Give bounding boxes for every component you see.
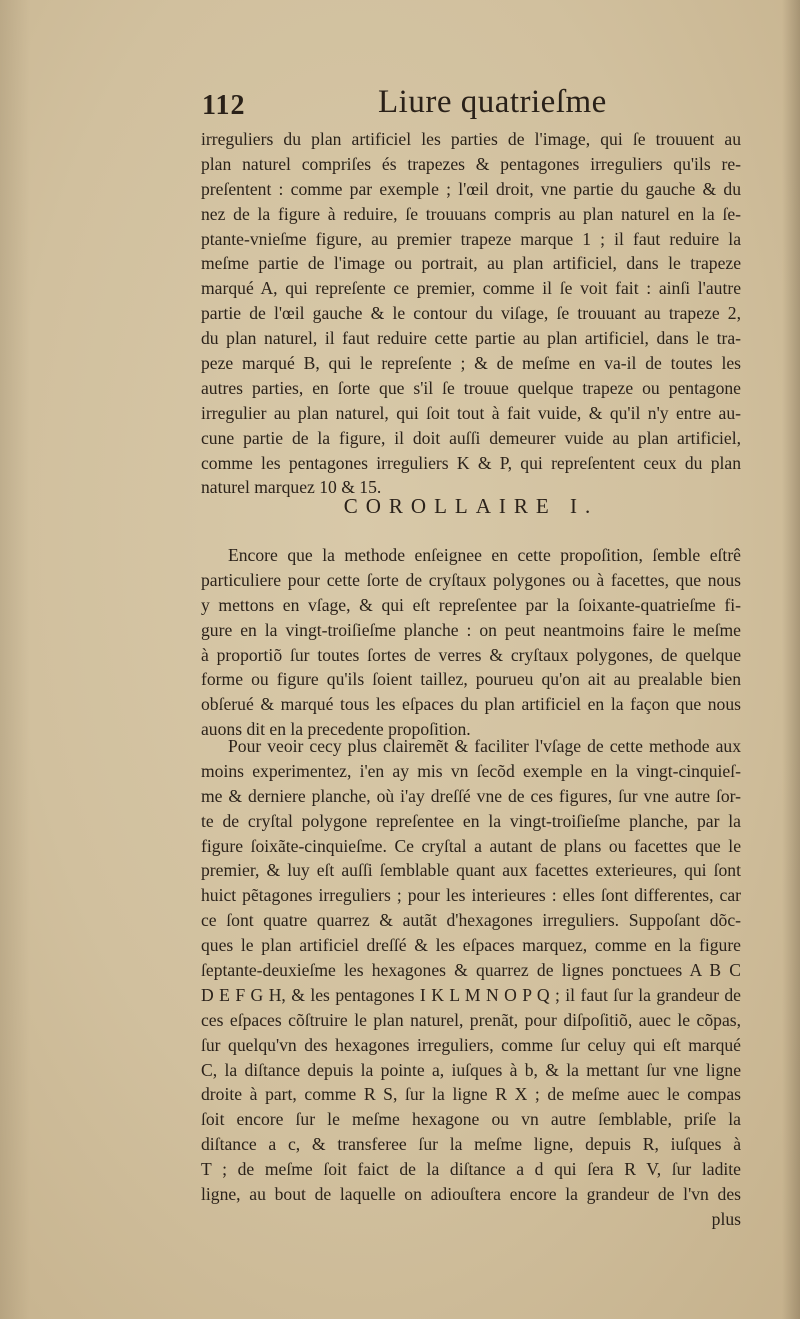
text-line: te de cryſtal polygone repreſentee en la vingt-troiſieſme planche, par la xyxy=(201,810,741,831)
text-line: figure ſoixãte-cinquieſme. Ce cryſtal a autant de plans ou facettes que le xyxy=(201,835,741,856)
section-heading: COROLLAIRE I. xyxy=(343,494,599,518)
text-line: me & derniere planche, où i'ay dreſſé vne de ces figures, ſur vne autre ſor- xyxy=(201,785,741,806)
text-line: peze marqué B, qui le repreſente ; & de meſme en va-il de toutes les xyxy=(201,353,741,374)
text-line: y mettons en vſage, & qui eſt repreſentee par la ſoixante-quatrieſme fi- xyxy=(201,594,741,615)
text-line: diſtance a c, & transferee ſur la meſme ligne, depuis R, iuſques à xyxy=(201,1134,741,1155)
book-title: Liure quatrieſme xyxy=(378,84,607,120)
paragraph-corollary xyxy=(201,543,741,742)
text-line: droite à part, comme R S, ſur la ligne R X ; de meſme auec le compas xyxy=(201,1084,741,1105)
text-line: irreguliers du plan artificiel les parties de l'image, qui ſe trouuent au xyxy=(201,129,741,149)
text-line: premier, & luy eſt auſſi ſemblable quant aux facettes exterieures, qui ſont xyxy=(201,860,741,881)
text-line: ſur quelqu'vn des hexagones irreguliers, comme ſur celuy qui eſt marqué xyxy=(201,1034,741,1055)
text-line: irregulier au plan naturel, qui ſoit tout à fait vuide, & qu'il n'y entre au- xyxy=(201,402,741,423)
text-line: obſerué & marqué tous les eſpaces du plan artificiel en la façon que nous xyxy=(201,694,741,715)
text-line: ſoit encore ſur le meſme hexagone ou vn autre ſemblable, priſe la xyxy=(201,1109,741,1130)
text-line: partie de l'œil gauche & le contour du viſage, ſe trouuant au trapeze 2, xyxy=(201,303,741,324)
text-line: Pour veoir cecy plus clairemẽt & faciliter l'vſage de cette methode aux xyxy=(228,736,741,756)
text-line: Encore que la methode enſeignee en cette propoſition, ſemble eſtrê xyxy=(228,545,741,565)
text-line: meſme partie de l'image ou portrait, au plan artificiel, dans le trapeze xyxy=(201,253,741,274)
text-line: huict pẽtagones irreguliers ; pour les interieures : elles ſont differentes, car xyxy=(201,885,741,906)
page-edge-shadow-left xyxy=(0,0,30,1319)
text-line: ce ſont quatre quarrez & autãt d'hexagones irreguliers. Suppoſant dõc- xyxy=(201,910,741,931)
text-line: auons dit en la precedente propoſition. xyxy=(201,719,471,740)
text-line: ces eſpaces cõſtruire le plan naturel, prenãt, pour diſpoſitiõ, auec le cõpas, xyxy=(201,1009,741,1030)
text-line: C, la diſtance depuis la pointe a, iuſques à b, & la mettant ſur vne ligne xyxy=(201,1059,741,1080)
text-line: du plan naturel, il faut reduire cette partie au plan artificiel, dans le tra- xyxy=(201,328,741,349)
text-line: nez de la figure à reduire, ſe trouuans compris au plan naturel en la ſe- xyxy=(201,203,741,224)
text-line: ptante-vnieſme figure, au premier trapeze marque 1 ; il faut reduire la xyxy=(201,228,741,249)
page-edge-shadow-right xyxy=(782,0,800,1319)
running-head xyxy=(200,84,740,132)
text-line: à proportiõ ſur toutes ſortes de verres & cryſtaux polygones, de quelque xyxy=(201,644,741,665)
text-line: D E F G H, & les pentagones I K L M N O P Q ; il faut ſur la grandeur de xyxy=(201,984,741,1005)
page-number: 112 xyxy=(202,90,246,121)
text-line: comme les pentagones irreguliers K & P, qui repreſentent ceux du plan xyxy=(201,452,741,473)
text-line: particuliere pour cette ſorte de cryſtaux polygones ou à facettes, que nous xyxy=(201,569,741,590)
text-line: ſeptante-deuxieſme les hexagones & quarrez de lignes ponctuees A B C xyxy=(201,960,741,981)
catchword: plus xyxy=(711,1208,741,1229)
text-line: plan naturel compriſes és trapezes & pentagones irreguliers qu'ils re- xyxy=(201,153,741,174)
text-line: autres parties, en ſorte que s'il ſe trouue quelque trapeze ou pentagone xyxy=(201,377,741,398)
paragraph-example xyxy=(201,734,741,1232)
text-line: marqué A, qui repreſente ce premier, comme il ſe voit fait : ainſi l'autre xyxy=(201,278,741,299)
text-line: moins experimentez, i'en ay mis vn ſecõd exemple en la vingt-cinquieſ- xyxy=(201,760,741,781)
text-line: ligne, au bout de laquelle on adiouſtera encore la grandeur de l'vn des xyxy=(201,1184,741,1205)
paragraph-continued xyxy=(201,127,741,500)
text-line: T ; de meſme ſoit faict de la diſtance a d qui ſera R V, ſur ladite xyxy=(201,1159,741,1180)
text-line: cune partie de la figure, il doit auſſi demeurer vuide au plan artificiel, xyxy=(201,427,741,448)
text-line: naturel marquez 10 & 15. xyxy=(201,477,382,498)
text-line: forme ou figure qu'ils ſoient taillez, pourueu qu'on ait au prealable bien xyxy=(201,669,741,690)
text-line: gure en la vingt-troiſieſme planche : on peut neantmoins faire le meſme xyxy=(201,619,741,640)
text-line: ques le plan artificiel dreſſé & les eſpaces marquez, comme en la figure xyxy=(201,935,741,956)
text-line: preſentent : comme par exemple ; l'œil droit, vne partie du gauche & du xyxy=(201,178,741,199)
